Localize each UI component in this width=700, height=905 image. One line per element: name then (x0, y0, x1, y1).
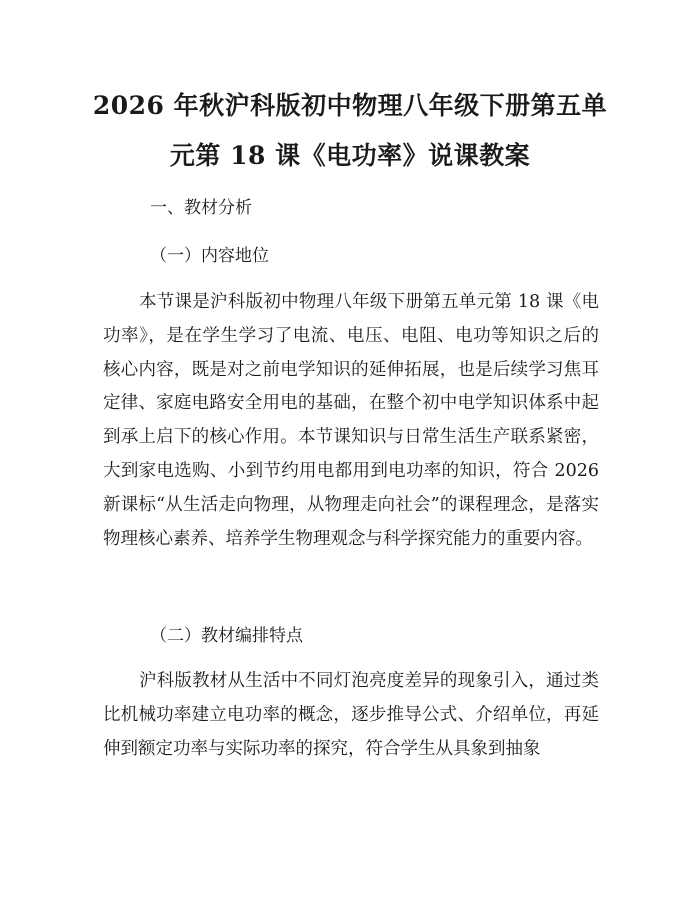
paragraph-content-position: 本节课是沪科版初中物理八年级下册第五单元第 18 课《电功率》，是在学生学习了电流、电压、电阻、电功等知识之后的核心内容，既是对之前电学知识的延伸拓展，也是后续学习焦耳定律、家庭电路安全用电的基础，在整个初中电学知识体系中起到承上启下的核心作用。本节课知识与日常生活生产联系紧密，大到家电选购、小到节约用电都用到电功率的知识，符合 2026 新课标“从生活走向物理，从物理走向社会”的课程理念，是落实物理核心素养、培养学生物理观念与科学探究能力的重要内容。 (103, 292, 599, 549)
section-heading-textbook-analysis: 一、教材分析 (150, 198, 252, 218)
document-title-line-2: 元第 18 课《电功率》说课教案 (169, 141, 531, 170)
subsection-heading-textbook-arrangement: （二）教材编排特点 (150, 626, 303, 646)
document-title-line-1: 2026 年秋沪科版初中物理八年级下册第五单 (92, 91, 608, 120)
subsection-heading-content-position: （一）内容地位 (150, 246, 269, 266)
paragraph-textbook-arrangement: 沪科版教材从生活中不同灯泡亮度差异的现象引入，通过类比机械功率建立电功率的概念，逐步推导公式、介绍单位，再延伸到额定功率与实际功率的探究，符合学生从具象到抽象 (103, 671, 599, 759)
